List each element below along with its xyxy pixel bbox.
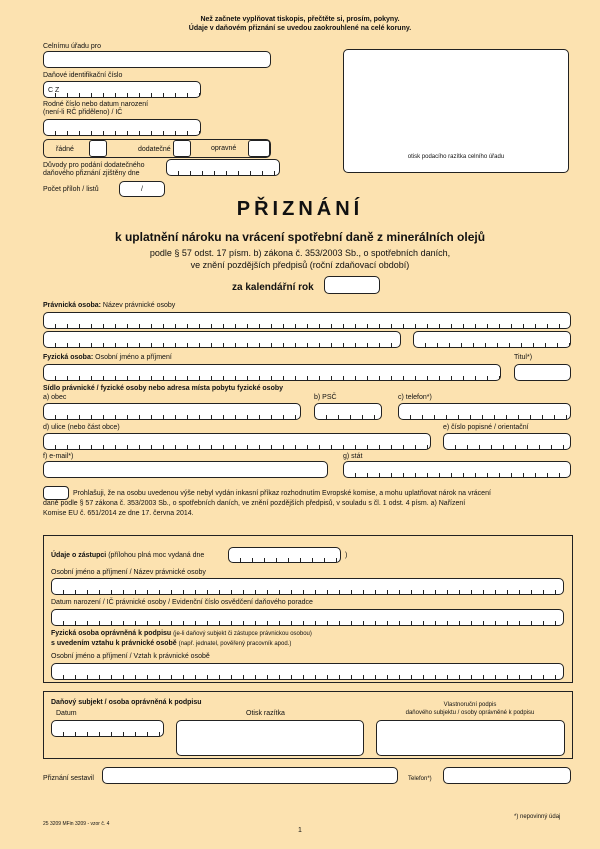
legal-label: Název právnické osoby	[102, 302, 176, 309]
reasons-date-input[interactable]	[166, 159, 280, 176]
representative-id-label: Datum narození / IČ právnické osoby / Evidenční číslo osvědčení daňového poradce	[51, 599, 313, 606]
rc-label-2: (není-li RČ přiděleno) / IČ	[43, 109, 123, 116]
type-regular-label: řádné	[56, 146, 74, 153]
legal-name-input-1[interactable]	[43, 312, 571, 329]
law-line-1: podle § 57 odst. 17 písm. b) zákona č. 353/2003 Sb., o spotřebních daních,	[149, 248, 451, 258]
footer-phone-label: Telefon*)	[408, 776, 432, 782]
representative-heading-bold: Údaje o zástupci	[51, 552, 107, 559]
header-line-1: Než začnete vyplňovat tiskopis, přečtěte si, prosím, pokyny.	[200, 16, 400, 23]
reasons-label-2: daňového přiznání zjištěny dne	[43, 170, 140, 177]
authorized-input[interactable]	[51, 663, 564, 680]
signature-date-input[interactable]	[51, 720, 164, 737]
natural-label: Osobní jméno a příjmení	[95, 354, 172, 361]
rc-label-1: Rodné číslo nebo datum narození	[43, 101, 149, 108]
authorized-bold-2: s uvedením vztahu k právnické osobě	[51, 640, 177, 647]
declaration-text-3: Komise EU č. 651/2014 ze dne 17. června 2014.	[43, 510, 194, 517]
stamp-label: otisk podacího razítka celního úřadu	[407, 154, 505, 160]
type-supplementary-label: dodatečné	[138, 146, 171, 153]
authorized-label: Osobní jméno a příjmení / Vztah k právnické osobě	[51, 653, 210, 660]
dic-input[interactable]	[43, 81, 201, 98]
declaration-checkbox[interactable]	[43, 486, 69, 500]
representative-heading-end: )	[345, 552, 348, 559]
type-corrective-label: opravné	[211, 145, 237, 152]
legal-name-input-2[interactable]	[43, 331, 401, 348]
phone-label: c) telefon*)	[398, 394, 432, 401]
signature-box[interactable]	[376, 720, 565, 756]
signature-stamp-label: Otisk razítka	[246, 710, 285, 717]
state-input[interactable]	[343, 461, 571, 478]
city-label: a) obec	[43, 394, 67, 401]
authorized-note-1: (je-li daňový subjekt či zástupce právnickou osobou)	[173, 631, 312, 637]
signature-stamp-box[interactable]	[176, 720, 364, 756]
rc-input[interactable]	[43, 119, 201, 136]
law-line-2: ve znění pozdějších předpisů (roční zdaňovací období)	[190, 260, 410, 270]
office-label: Celnímu úřadu pro	[43, 43, 101, 50]
type-corrective-checkbox[interactable]	[248, 140, 270, 157]
natural-label-bold: Fyzická osoba:	[43, 354, 94, 361]
declaration-text-1: Prohlašuji, že na osobu uvedenou výše nebyl vydán inkasní příkaz rozhodnutím Evropské komise, a mohu uplatňovat nárok na vrácení	[73, 490, 491, 497]
declaration-text-2: daně podle § 57 zákona č. 353/2003 Sb., o spotřebních daních, ve znění pozdějších předpisů, v souladu s čl. 1 odst. 4 písm. a) Nařízení	[43, 500, 466, 507]
street-input[interactable]	[43, 433, 431, 450]
year-label: za kalendářní rok	[232, 282, 314, 293]
representative-id-input[interactable]	[51, 609, 564, 626]
page-number: 1	[298, 827, 302, 834]
stamp-box	[343, 49, 569, 173]
dic-prefix: C Z	[48, 87, 60, 94]
natural-title-input[interactable]	[514, 364, 571, 381]
form-subtitle: k uplatnění nároku na vrácení spotřební daně z minerálních olejů	[114, 230, 486, 244]
authorized-note-2: (např. jednatel, pověřený pracovník apod.)	[178, 641, 292, 647]
optional-note: *) nepovinný údaj	[514, 814, 561, 820]
power-of-attorney-date-input[interactable]	[228, 547, 341, 563]
compiled-label: Přiznání sestavil	[43, 775, 94, 782]
reasons-label-1: Důvody pro podání dodatečného	[43, 162, 145, 169]
natural-name-input[interactable]	[43, 364, 501, 381]
zip-input[interactable]	[314, 403, 382, 420]
dic-label: Daňové identifikační číslo	[43, 72, 123, 79]
email-label: f) e-mail*)	[43, 453, 74, 460]
representative-name-input[interactable]	[51, 578, 564, 595]
office-input[interactable]	[43, 51, 271, 68]
attachments-separator: /	[141, 186, 143, 193]
signature-label-2: daňového subjektu / osoby oprávněné k podpisu	[405, 710, 535, 716]
number-label: e) číslo popisné / orientační	[443, 424, 529, 431]
signature-heading: Daňový subjekt / osoba oprávněná k podpisu	[51, 699, 202, 706]
authorized-bold-1: Fyzická osoba oprávněná k podpisu	[51, 630, 172, 637]
header-line-2: Údaje v daňovém přiznání se uvedou zaokrouhlené na celé koruny.	[188, 25, 412, 32]
legal-name-input-3[interactable]	[413, 331, 571, 348]
attachments-input[interactable]	[119, 181, 165, 197]
form-title: PŘIZNÁNÍ	[236, 198, 364, 220]
number-input[interactable]	[443, 433, 571, 450]
attachments-label: Počet příloh / listů	[43, 186, 99, 193]
signature-date-label: Datum	[56, 710, 77, 717]
natural-title-label: Titul*)	[514, 354, 533, 361]
signature-label-1: Vlastnoruční podpis	[443, 702, 497, 708]
representative-name-label: Osobní jméno a příjmení / Název právnické osoby	[51, 569, 206, 576]
type-supplementary-checkbox[interactable]	[173, 140, 191, 157]
footer-phone-input[interactable]	[443, 767, 571, 784]
city-input[interactable]	[43, 403, 301, 420]
address-heading: Sídlo právnické / fyzické osoby nebo adresa místa pobytu fyzické osoby	[43, 385, 284, 392]
street-label: d) ulice (nebo část obce)	[43, 424, 120, 431]
email-input[interactable]	[43, 461, 328, 478]
form-code: 25 3209 MFin 3209 - vzor č. 4	[43, 821, 110, 827]
legal-label-bold: Právnická osoba:	[43, 302, 101, 309]
type-regular-checkbox[interactable]	[89, 140, 107, 157]
year-input[interactable]	[324, 276, 380, 294]
state-label: g) stát	[343, 453, 363, 460]
representative-heading: (přílohou plná moc vydaná dne	[108, 552, 205, 559]
phone-input[interactable]	[398, 403, 571, 420]
zip-label: b) PSČ	[314, 394, 337, 401]
compiled-input[interactable]	[102, 767, 398, 784]
